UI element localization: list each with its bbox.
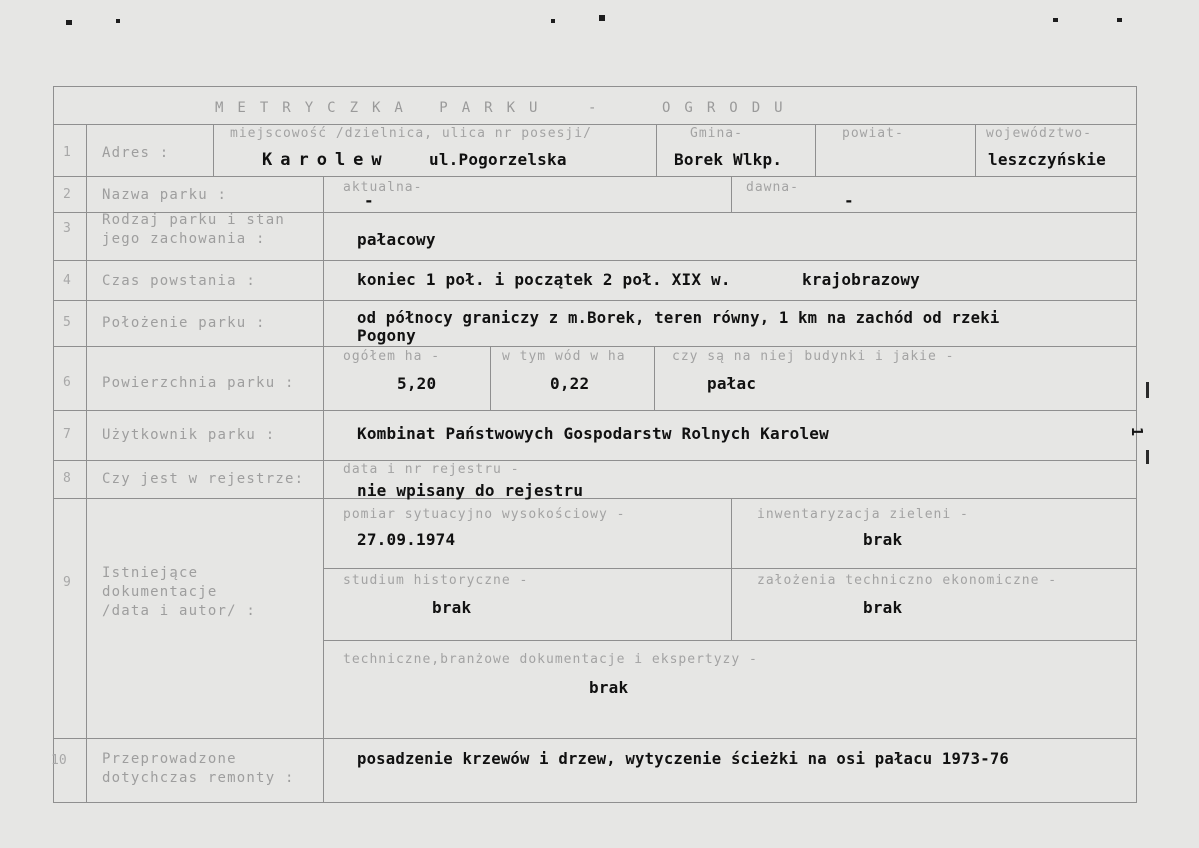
field-value-renovations: posadzenie krzewów i drzew, wytyczenie ścieżki na osi pałacu 1973-76 xyxy=(357,750,1009,768)
row-label-park-user: Użytkownik parku : xyxy=(102,427,276,443)
field-prefix-powiat: powiat- xyxy=(842,126,904,141)
field-value-street: ul.Pogorzelska xyxy=(429,150,567,169)
field-value-tech-econ: brak xyxy=(863,598,903,617)
punch-mark xyxy=(551,19,555,23)
field-prefix-former-name: dawna- xyxy=(746,180,799,195)
row-label-park-type-line1: Rodzaj parku i stan xyxy=(102,212,285,228)
field-prefix-gmina: Gmina- xyxy=(690,126,743,141)
field-value-park-user: Kombinat Państwowych Gospodarstw Rolnych Karolew xyxy=(357,424,829,443)
field-value-current-name: - xyxy=(364,191,374,210)
margin-mark xyxy=(1146,382,1149,398)
row-number: 5 xyxy=(63,315,71,330)
field-value-greenery-inventory: brak xyxy=(863,530,903,549)
row-number: 3 xyxy=(63,221,71,236)
row-number: 4 xyxy=(63,273,71,288)
row-label-park-type-line2: jego zachowania : xyxy=(102,231,266,247)
row-number: 1 xyxy=(63,145,71,160)
row-number: 9 xyxy=(63,575,71,590)
form-title-dash: - xyxy=(588,100,597,116)
form-title: METRYCZKA PARKU xyxy=(215,100,552,116)
field-value-register: nie wpisany do rejestru xyxy=(357,481,584,500)
field-value-creation-time: koniec 1 poł. i początek 2 poł. XIX w. xyxy=(357,270,731,289)
field-prefix-historical-study: studium historyczne - xyxy=(343,573,529,588)
margin-mark xyxy=(1146,450,1149,464)
punch-mark xyxy=(1117,18,1122,22)
field-prefix-current-name: aktualna- xyxy=(343,180,423,195)
field-prefix-tech-econ: założenia techniczno ekonomiczne - xyxy=(757,573,1058,588)
field-value-survey: 27.09.1974 xyxy=(357,530,456,549)
punch-mark xyxy=(599,15,605,21)
form-title-right: OGRODU xyxy=(662,100,797,116)
field-value-gmina: Borek Wlkp. xyxy=(674,150,783,169)
punch-mark xyxy=(116,19,120,23)
row-label-renovations-line1: Przeprowadzone xyxy=(102,751,237,767)
punch-mark xyxy=(1053,18,1058,22)
field-prefix-survey: pomiar sytuacyjno wysokościowy - xyxy=(343,507,626,522)
field-value-voivodeship: leszczyńskie xyxy=(988,150,1106,169)
field-value-tech-docs: brak xyxy=(589,678,629,697)
row-label-docs-line1: Istniejące xyxy=(102,565,199,581)
field-value-location-line1: od północy graniczy z m.Borek, teren równy, 1 km na zachód od rzeki xyxy=(357,309,1000,327)
row-number: 10 xyxy=(51,753,67,768)
row-label-renovations-line2: dotychczas remonty : xyxy=(102,770,295,786)
row-number: 8 xyxy=(63,471,71,486)
field-prefix-voivodeship: województwo- xyxy=(986,126,1092,141)
field-prefix-greenery-inventory: inwentaryzacja zieleni - xyxy=(757,507,969,522)
row-label-creation-time: Czas powstania : xyxy=(102,273,257,289)
punch-mark xyxy=(66,20,72,25)
row-number: 7 xyxy=(63,427,71,442)
field-prefix-locality: miejscowość /dzielnica, ulica nr posesji/ xyxy=(230,126,592,141)
row-label-address: Adres : xyxy=(102,145,170,161)
field-value-park-style: krajobrazowy xyxy=(802,270,920,289)
row-number: 2 xyxy=(63,187,71,202)
field-prefix-water-area: w tym wód w ha xyxy=(502,349,626,364)
field-value-total-area: 5,20 xyxy=(397,374,437,393)
field-value-buildings: pałac xyxy=(707,374,757,393)
row-label-location: Położenie parku : xyxy=(102,315,266,331)
field-value-historical-study: brak xyxy=(432,598,472,617)
row-number: 6 xyxy=(63,375,71,390)
field-value-locality: Karolew xyxy=(262,150,390,170)
field-value-park-type: pałacowy xyxy=(357,230,436,249)
field-value-water-area: 0,22 xyxy=(550,374,590,393)
field-value-former-name: - xyxy=(844,191,854,210)
row-label-docs-line3: /data i autor/ : xyxy=(102,603,257,619)
row-label-area: Powierzchnia parku : xyxy=(102,375,295,391)
field-value-location-line2: Pogony xyxy=(357,326,416,345)
row-label-park-name: Nazwa parku : xyxy=(102,187,228,203)
field-prefix-tech-docs: techniczne,branżowe dokumentacje i ekspertyzy - xyxy=(343,652,758,667)
row-label-register: Czy jest w rejestrze: xyxy=(102,471,305,487)
row-label-docs-line2: dokumentacje xyxy=(102,584,218,600)
page-number: 1 xyxy=(1128,426,1147,437)
field-prefix-total-area: ogółem ha - xyxy=(343,349,441,364)
field-prefix-buildings: czy są na niej budynki i jakie - xyxy=(672,349,955,364)
field-prefix-register: data i nr rejestru - xyxy=(343,462,520,477)
